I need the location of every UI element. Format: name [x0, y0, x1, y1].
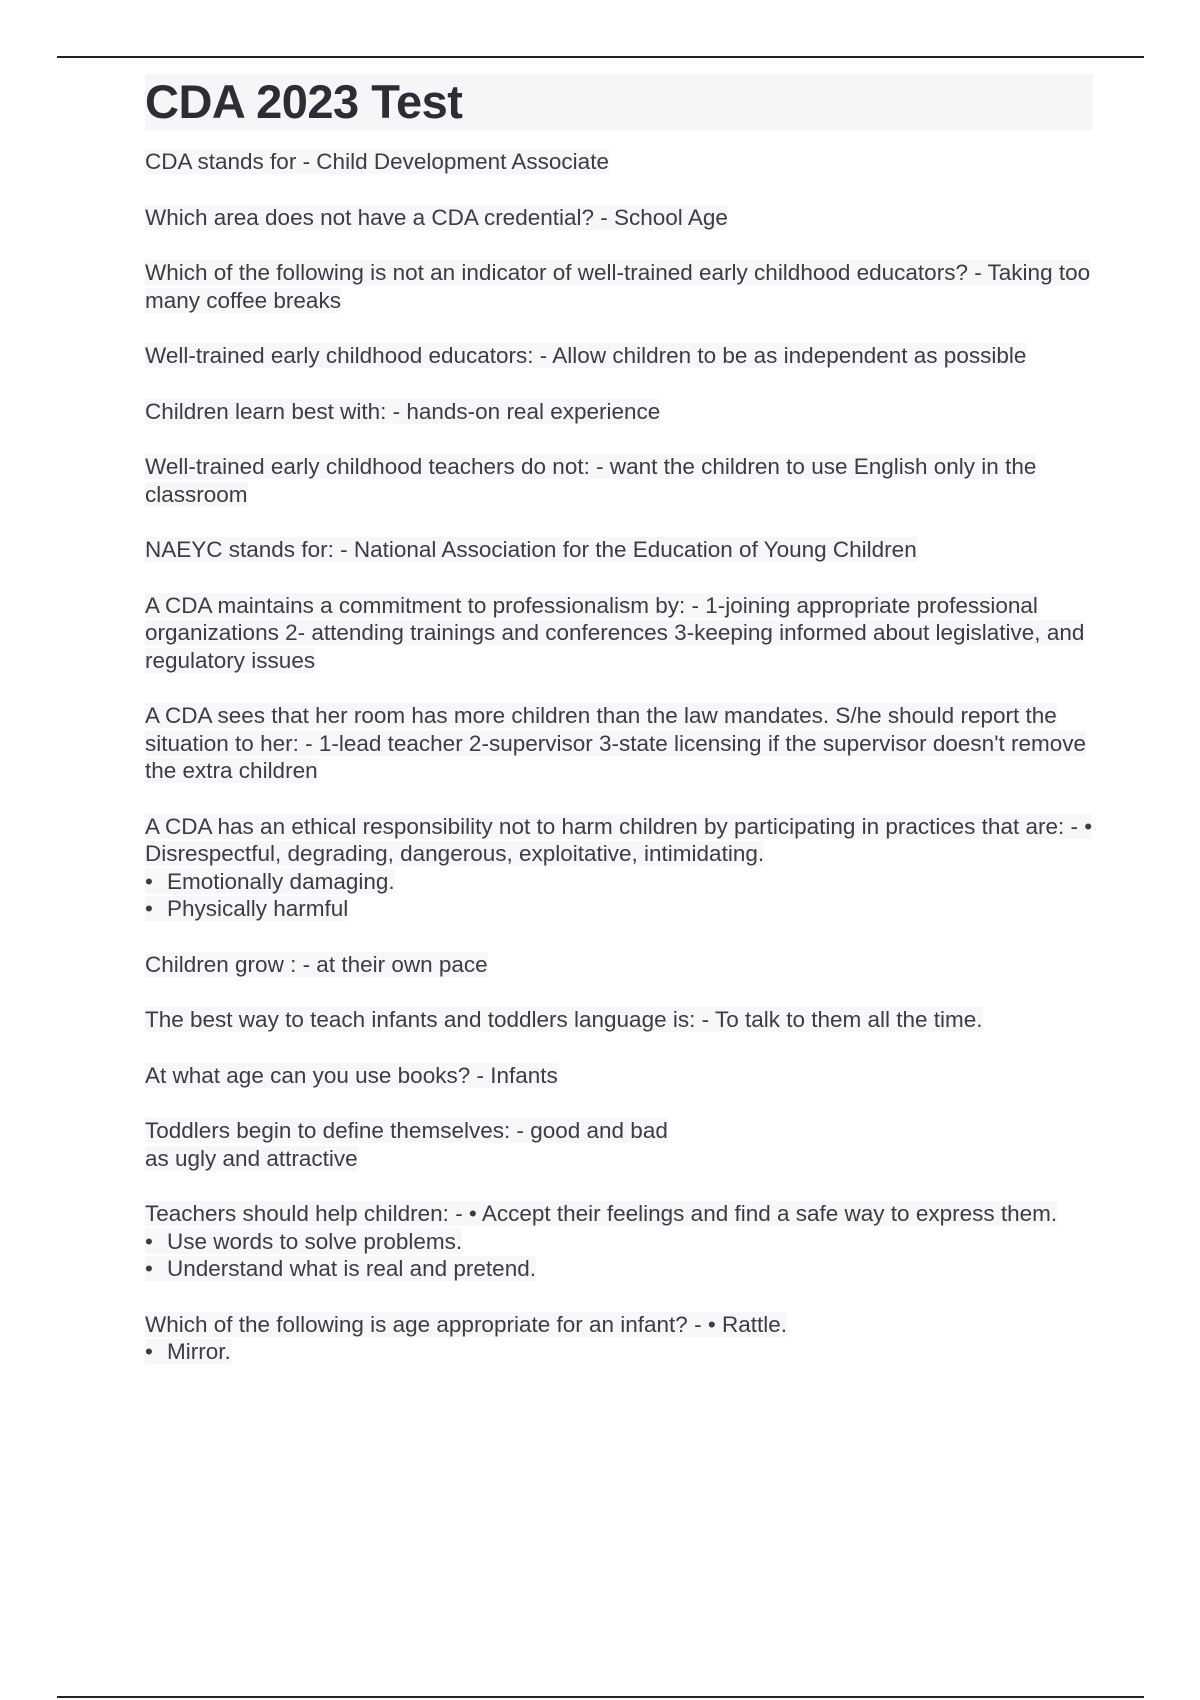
bottom-rule	[57, 1696, 1144, 1698]
bullet-icon: •	[145, 1256, 153, 1281]
qa-text: Children learn best with: - hands-on real experience	[145, 398, 661, 424]
bullet-text: Understand what is real and pretend.	[167, 1256, 536, 1281]
qa-text: A CDA has an ethical responsibility not to harm children by participating in practices that are: - • Disrespectful, degrading, dangerous, exploitative, intimidating.	[145, 813, 1093, 866]
top-rule	[57, 56, 1144, 58]
qa-item	[145, 1200, 1093, 1283]
qa-text: At what age can you use books? - Infants	[145, 1062, 558, 1088]
qa-text: Which of the following is age appropriate for an infant? - • Rattle.	[145, 1311, 787, 1337]
qa-text: Children grow : - at their own pace	[145, 951, 488, 977]
bullet-line	[145, 1228, 1093, 1256]
bullet-icon: •	[145, 1228, 153, 1254]
bullet-text: Emotionally damaging.	[167, 868, 395, 894]
bullet-icon: •	[145, 868, 153, 894]
bullet-line	[145, 1255, 1093, 1283]
qa-text: CDA stands for - Child Development Associate	[145, 149, 609, 174]
bullet-line	[145, 868, 1093, 896]
qa-item	[145, 204, 1093, 232]
qa-item	[145, 702, 1093, 785]
qa-text: Well-trained early childhood teachers do not: - want the children to use English only in the classroom	[145, 454, 1037, 507]
qa-item	[145, 148, 1093, 176]
bullet-line	[145, 1338, 1093, 1366]
title-bar	[145, 74, 1093, 130]
document-body	[145, 74, 1093, 1394]
qa-item	[145, 259, 1093, 314]
qa-text: NAEYC stands for: - National Association for the Education of Young Children	[145, 537, 917, 562]
qa-text: A CDA sees that her room has more children than the law mandates. S/he should report the situation to her: - 1-lead teacher 2-supervisor 3-state licensing if the supervisor doesn't remove the extra children	[145, 703, 1087, 783]
qa-item	[145, 398, 1093, 426]
bullet-icon: •	[145, 896, 153, 921]
qa-item	[145, 1117, 1093, 1172]
qa-item	[145, 453, 1093, 508]
qa-item	[145, 1062, 1093, 1090]
document-title: CDA 2023 Test	[145, 75, 463, 128]
qa-text: Which of the following is not an indicator of well-trained early childhood educators? - Taking too many coffee breaks	[145, 260, 1091, 313]
qa-text: Toddlers begin to define themselves: - good and bad	[145, 1118, 668, 1143]
bullet-text: Physically harmful	[167, 896, 349, 921]
qa-text: Teachers should help children: - • Accept their feelings and find a safe way to express them.	[145, 1201, 1058, 1226]
qa-text: A CDA maintains a commitment to professionalism by: - 1-joining appropriate professional organizations 2- attending trainings and conferences 3-keeping informed about legislative, and regulatory issues	[145, 592, 1085, 673]
qa-item	[145, 342, 1093, 370]
bullet-text: Use words to solve problems.	[167, 1228, 463, 1254]
qa-continuation: as ugly and attractive	[145, 1145, 358, 1171]
qa-list	[145, 148, 1093, 1366]
qa-item	[145, 813, 1093, 923]
bullet-line	[145, 895, 1093, 923]
qa-item	[145, 1006, 1093, 1034]
qa-item	[145, 592, 1093, 675]
bullet-icon: •	[145, 1339, 153, 1364]
qa-text: Which area does not have a CDA credential? - School Age	[145, 204, 728, 230]
qa-text: The best way to teach infants and toddlers language is: - To talk to them all the time.	[145, 1007, 983, 1032]
qa-text: Well-trained early childhood educators: - Allow children to be as independent as possible	[145, 343, 1027, 368]
bullet-text: Mirror.	[167, 1339, 231, 1364]
qa-item	[145, 536, 1093, 564]
qa-item	[145, 951, 1093, 979]
qa-item	[145, 1311, 1093, 1366]
